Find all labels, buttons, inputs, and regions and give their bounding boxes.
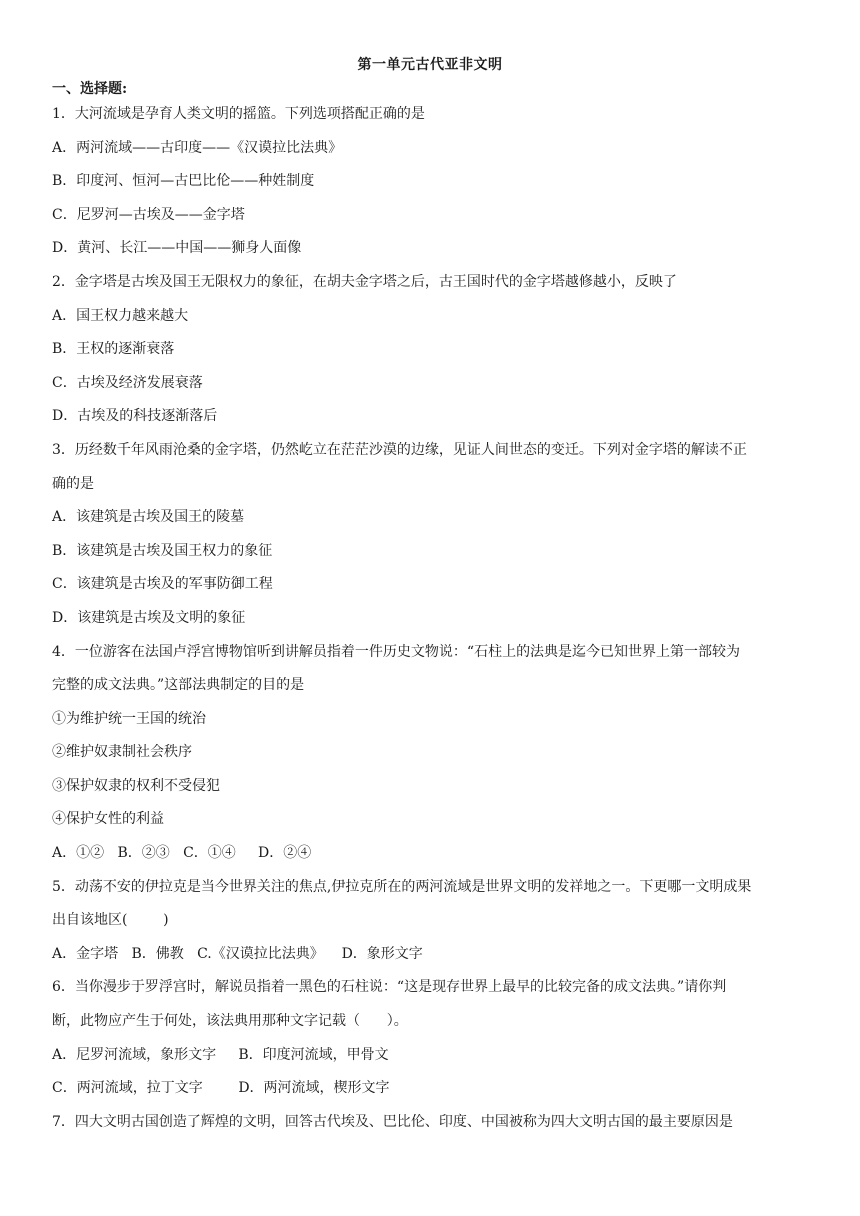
text-line: B．王权的逐渐衰落 — [52, 341, 175, 358]
text-line: ②维护奴隶制社会秩序 — [52, 744, 192, 761]
text-line: D．该建筑是古埃及文明的象征 — [52, 609, 246, 626]
text-line: A．①② B．②③ C．①④ D．②④ — [52, 845, 312, 862]
page-title: 第一单元古代亚非文明 — [357, 57, 503, 73]
text-line: D．黄河、长江——中国——狮身人面像 — [52, 240, 302, 257]
text-line: ①为维护统一王国的统治 — [52, 710, 206, 727]
text-line: C．该建筑是古埃及的军事防御工程 — [52, 576, 273, 593]
text-line: C．两河流域，拉丁文字 D．两河流域，楔形文字 — [52, 1080, 390, 1097]
text-line: A．两河流域——古印度——《汉谟拉比法典》 — [52, 139, 343, 156]
text-line: A．尼罗河流域，象形文字 B．印度河流域，甲骨文 — [52, 1046, 389, 1063]
text-line: 断，此物应产生于何处，该法典用那种文字记载（ ）。 — [52, 1013, 408, 1030]
text-line: 完整的成文法典。”这部法典制定的目的是 — [52, 677, 305, 694]
text-line: 7．四大文明古国创造了辉煌的文明，回答古代埃及、巴比伦、印度、中国被称为四大文明古国的最主要原因是 — [52, 1113, 733, 1130]
text-line: 3．历经数千年风雨沧桑的金字塔，仍然屹立在茫茫沙漠的边缘，见证人间世态的变迁。下列对金字塔的解读不正 — [52, 441, 747, 458]
text-line: C．古埃及经济发展衰落 — [52, 374, 203, 391]
text-line: D．古埃及的科技逐渐落后 — [52, 408, 218, 425]
text-line: B．该建筑是古埃及国王权力的象征 — [52, 542, 273, 559]
text-line: B．印度河、恒河—古巴比伦——种姓制度 — [52, 173, 315, 190]
text-line: 5．动荡不安的伊拉克是当今世界关注的焦点,伊拉克所在的两河流域是世界文明的发祥地之一。下更哪一文明成果 — [52, 878, 752, 895]
text-line: C．尼罗河—古埃及——金字塔 — [52, 206, 245, 223]
text-line: A．金字塔 B．佛教 C.《汉谟拉比法典》 D．象形文字 — [52, 945, 423, 962]
text-line: 4．一位游客在法国卢浮宫博物馆听到讲解员指着一件历史文物说：“石柱上的法典是迄今已知世界上第一部较为 — [52, 643, 741, 660]
text-line: 确的是 — [52, 475, 94, 492]
text-line: ③保护奴隶的权利不受侵犯 — [52, 777, 220, 794]
text-line: 6．当你漫步于罗浮宫时，解说员指着一黑色的石柱说：“这是现存世界上最早的比较完备的成文法典。”请你判 — [52, 979, 727, 996]
text-line: 出自该地区( ) — [52, 912, 169, 929]
text-line: ④保护女性的利益 — [52, 811, 164, 828]
question-content — [52, 104, 812, 1145]
section-heading: 一、选择题: — [52, 81, 128, 97]
text-line: A．国王权力越来越大 — [52, 307, 189, 324]
text-line: 1．大河流域是孕育人类文明的摇篮。下列选项搭配正确的是 — [52, 106, 425, 122]
text-line: A．该建筑是古埃及国王的陵墓 — [52, 509, 245, 526]
text-line: 2．金字塔是古埃及国王无限权力的象征，在胡夫金字塔之后，古王国时代的金字塔越修越小，反映了 — [52, 273, 677, 290]
